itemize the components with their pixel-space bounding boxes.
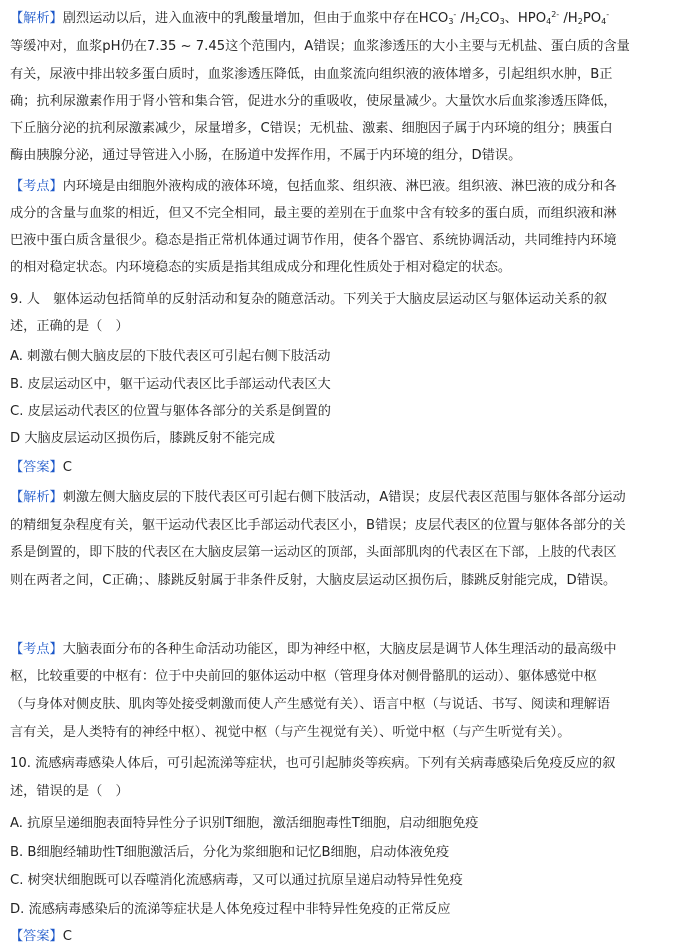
question-10-stem: 述，错误的是（ ） [10, 784, 129, 799]
analysis-line: 则在两者之间，C正确；、膝跳反射属于非条件反射，大脑皮层运动区损伤后，膝跳反射能完成，D错误。 [10, 573, 617, 588]
point-line: 言有关，是人类特有的神经中枢）、视觉中枢（与产生视觉有关）、听觉中枢（与产生听觉有关）。 [10, 725, 571, 740]
formula-text: 、HPO [504, 11, 547, 26]
analysis-line: 有关，尿液中排出较多蛋白质时，血浆渗透压降低，由血浆流向组织液的液体增多，引起组织水肿，B正 [10, 67, 613, 82]
analysis-line: 的精细复杂程度有关，躯干运动代表区比手部运动代表区小，B错误；皮层代表区的位置与躯体各部分的关 [10, 518, 626, 533]
formula-text: /H [456, 11, 475, 26]
question-9-option-d: D 大脑皮层运动区损伤后，膝跳反射不能完成 [10, 431, 275, 446]
point-text: 大脑表面分布的各种生命活动功能区，即为神经中枢，大脑皮层是调节人体生理活动的最高级中 [62, 642, 617, 657]
subscript: 2 [577, 17, 583, 26]
analysis-line: 等缓冲对，血浆pH仍在7.35 ~ 7.45这个范围内，A错误；血浆渗透压的大小主要与无机盐、蛋白质的含量 [10, 39, 630, 54]
point-line: 的相对稳定状态。内环境稳态的实质是指其组成成分和理化性质处于相对稳定的状态。 [10, 260, 512, 275]
subscript: 2 [474, 17, 480, 26]
point-tag: 【考点】 [10, 179, 63, 194]
answer-value: C [62, 929, 72, 944]
question-9-option-b: B. 皮层运动区中，躯干运动代表区比手部运动代表区大 [10, 377, 331, 392]
point-line: 巴液中蛋白质含量很少。稳态是指正常机体通过调节作用，使各个器官、系统协调活动，共同维持内环境 [10, 233, 617, 248]
superscript: - [606, 10, 610, 19]
subscript: 3 [499, 17, 505, 26]
question-10-option-c: C. 树突状细胞既可以吞噬消化流感病毒，又可以通过抗原呈递启动特异性免疫 [10, 873, 463, 888]
question-10-option-a: A. 抗原呈递细胞表面特异性分子识别T细胞，激活细胞毒性T细胞，启动细胞免疫 [10, 816, 479, 831]
analysis-text: 剧烈运动以后，进入血液中的乳酸量增加，但由于血浆中存在HCO [62, 11, 449, 26]
analysis-line [10, 4, 609, 26]
question-10-answer [10, 926, 72, 948]
question-9-answer [10, 457, 72, 479]
analysis-line: 下丘脑分泌的抗利尿激素减少，尿量增多，C错误；无机盐、激素、细胞因子属于内环境的组分；胰蛋白 [10, 121, 613, 136]
question-10-option-d: D. 流感病毒感染后的流涕等症状是人体免疫过程中非特异性免疫的正常反应 [10, 902, 451, 917]
superscript: 2- [551, 10, 560, 19]
analysis-tag: 【解析】 [10, 11, 63, 26]
point-line [10, 176, 617, 198]
point-tag: 【考点】 [10, 642, 63, 657]
formula-text: /H [559, 11, 578, 26]
analysis-text: 刺激左侧大脑皮层的下肢代表区可引起右侧下肢活动，A错误；皮层代表区范围与躯体各部分运动 [62, 490, 626, 505]
question-9-stem: 述，正确的是（ ） [10, 319, 129, 334]
point-text: 内环境是由细胞外液构成的液体环境，包括血浆、组织液、淋巴液。组织液、淋巴液的成分和各 [62, 179, 617, 194]
question-10-stem: 10. 流感病毒感染人体后，可引起流涕等症状，也可引起肺炎等疾病。下列有关病毒感染后免疫反应的叙 [10, 756, 616, 771]
analysis-tag: 【解析】 [10, 490, 63, 505]
question-9-option-a: A. 刺激右侧大脑皮层的下肢代表区可引起右侧下肢活动 [10, 349, 331, 364]
answer-tag: 【答案】 [10, 460, 63, 475]
subscript: 4 [601, 17, 607, 26]
analysis-line: 系是倒置的，即下肢的代表区在大脑皮层第一运动区的顶部，头面部肌肉的代表区在下部，上肢的代表区 [10, 545, 617, 560]
question-10-option-b: B. B细胞经辅助性T细胞激活后，分化为浆细胞和记忆B细胞，启动体液免疫 [10, 845, 450, 860]
analysis-line: 酶由胰腺分泌，通过导管进入小肠，在肠道中发挥作用，不属于内环境的组分，D错误。 [10, 148, 522, 163]
question-9-stem: 9. 人 躯体运动包括简单的反射活动和复杂的随意活动。下列关于大脑皮层运动区与躯体运动关系的叙 [10, 292, 608, 307]
point-line [10, 639, 617, 661]
subscript: 3 [448, 17, 454, 26]
superscript: - [453, 10, 457, 19]
analysis-line [10, 487, 626, 509]
point-line: 枢，比较重要的中枢有：位于中央前回的躯体运动中枢（管理身体对侧骨骼肌的运动）、躯体感觉中枢 [10, 669, 597, 684]
question-9-option-c: C. 皮层运动代表区的位置与躯体各部分的关系是倒置的 [10, 404, 331, 419]
formula-text: PO [582, 11, 602, 26]
analysis-line: 确；抗利尿激素作用于肾小管和集合管，促进水分的重吸收，使尿量减少。大量饮水后血浆渗透压降低， [10, 94, 617, 109]
formula-text: CO [479, 11, 500, 26]
subscript: 4 [546, 17, 552, 26]
answer-tag: 【答案】 [10, 929, 63, 944]
point-line: （与身体对侧皮肤、肌肉等处接受刺激而使人产生感觉有关）、语言中枢（与说话、书写、阅读和理解语 [10, 697, 611, 712]
point-line: 成分的含量与血浆的相近，但又不完全相同，最主要的差别在于血浆中含有较多的蛋白质，而组织液和淋 [10, 206, 617, 221]
answer-value: C [62, 460, 72, 475]
